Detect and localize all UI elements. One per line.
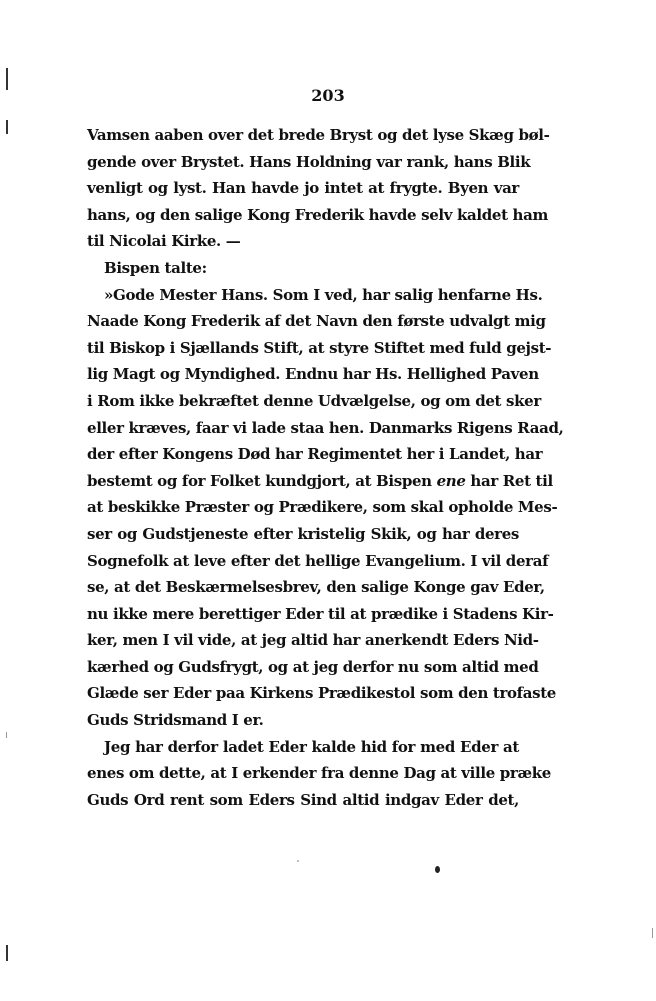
text-line: Naade Kong Frederik af det Navn den første udvalgt mig: [87, 312, 546, 331]
text-line: eller kræves, faar vi lade staa hen. Danmarks Rigens Raad,: [87, 418, 564, 437]
text-line: [87, 468, 553, 495]
scan-mark: [6, 945, 8, 961]
text-fragment: bestemt og for Folket kundgjort, at Bispen: [87, 471, 437, 490]
text-line: nu ikke mere berettiger Eder til at prædike i Stadens Kir-: [87, 604, 554, 623]
text-line: lig Magt og Myndighed. Endnu har Hs. Hellighed Paven: [87, 365, 539, 384]
text-line: Bispen talte:: [104, 258, 207, 277]
text-line: enes om dette, at I erkender fra denne Dag at ville præke: [87, 764, 551, 783]
text-fragment: har Ret til: [465, 471, 553, 490]
text-line: Jeg har derfor ladet Eder kalde hid for med Eder at: [104, 737, 519, 756]
scan-mark: [6, 68, 8, 90]
scan-mark: [652, 928, 653, 938]
scan-mark: [6, 732, 7, 738]
scan-speck: [297, 860, 299, 862]
text-line: Guds Ord rent som Eders Sind altid indgav Eder det,: [87, 790, 519, 809]
text-line: der efter Kongens Død har Regimentet her i Landet, har: [87, 445, 543, 464]
text-line: hans, og den salige Kong Frederik havde selv kaldet ham: [87, 205, 548, 224]
text-line: se, at det Beskærmelsesbrev, den salige Konge gav Eder,: [87, 578, 545, 597]
text-line: i Rom ikke bekræftet denne Udvælgelse, og om det sker: [87, 391, 541, 410]
text-line: »Gode Mester Hans. Som I ved, har salig henfarne Hs.: [104, 285, 543, 304]
page-number: 203: [311, 86, 345, 105]
text-line: ker, men I vil vide, at jeg altid har anerkendt Eders Nid-: [87, 631, 539, 650]
scan-mark: [6, 120, 8, 134]
text-line: Vamsen aaben over det brede Bryst og det lyse Skæg bøl-: [87, 126, 550, 144]
text-line: til Nicolai Kirke. —: [87, 232, 241, 251]
text-line: venligt og lyst. Han havde jo intet at frygte. Byen var: [87, 179, 519, 198]
text-line: til Biskop i Sjællands Stift, at styre Stiftet med fuld gejst-: [87, 338, 552, 357]
text-line: kærhed og Gudsfrygt, og at jeg derfor nu som altid med: [87, 657, 539, 676]
text-line: Glæde ser Eder paa Kirkens Prædikestol som den trofaste: [87, 684, 556, 703]
text-line: at beskikke Præster og Prædikere, som skal opholde Mes-: [87, 498, 558, 517]
body-text: [87, 122, 564, 813]
text-line: ser og Gudstjeneste efter kristelig Skik, og har deres: [87, 524, 519, 543]
emphasized-word: ene: [436, 471, 466, 490]
scan-speck: [435, 866, 440, 873]
text-line: Sognefolk at leve efter det hellige Evangelium. I vil deraf: [87, 551, 549, 570]
text-line: gende over Brystet. Hans Holdning var rank, hans Blik: [87, 152, 531, 171]
text-line: Guds Stridsmand I er.: [87, 711, 264, 730]
